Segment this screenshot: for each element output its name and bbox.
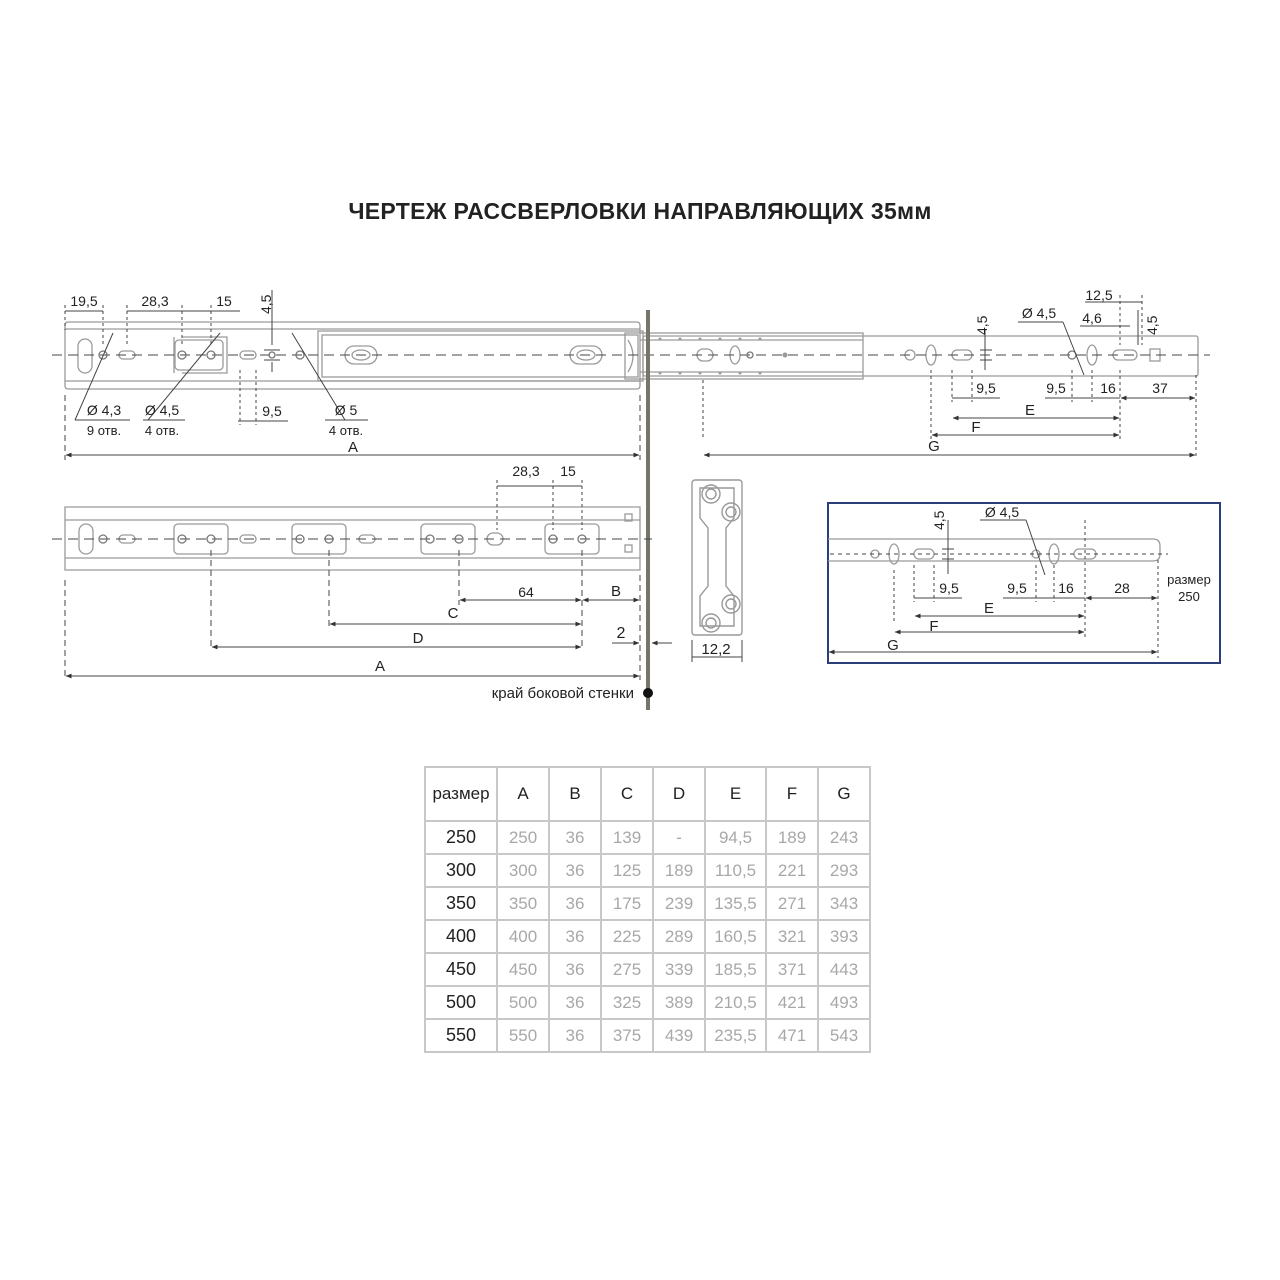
wall-edge-label: край боковой стенки	[491, 685, 634, 702]
table-cell: 221	[766, 854, 818, 887]
table-cell: 393	[818, 920, 870, 953]
table-row	[425, 953, 870, 986]
table-cell: 36	[549, 953, 601, 986]
dim-16-right: 16	[1100, 380, 1116, 396]
table-cell: 125	[601, 854, 653, 887]
table-cell: 343	[818, 887, 870, 920]
dim-37: 37	[1152, 380, 1168, 396]
table-header-row	[425, 767, 870, 821]
table-cell: 271	[766, 887, 818, 920]
table-cell: 135,5	[705, 887, 766, 920]
inset-rail-view	[828, 539, 1160, 564]
table-cell: 139	[601, 821, 653, 854]
table-cell: 389	[653, 986, 705, 1019]
inset-size-label: размер	[1167, 572, 1211, 587]
profile-width: 12,2	[701, 641, 731, 658]
dim-9-5-right-a: 9,5	[976, 380, 996, 396]
hole-count-4: 4 отв.	[144, 423, 180, 438]
table-cell: 293	[818, 854, 870, 887]
table-cell: 471	[766, 1019, 818, 1052]
dim-64: 64	[518, 584, 534, 600]
table-cell: 371	[766, 953, 818, 986]
table-cell: 275	[601, 953, 653, 986]
top-rail-rivets	[659, 338, 788, 375]
letter-g-top: G	[928, 438, 940, 455]
inset-dim-9-5-a: 9,5	[939, 580, 959, 596]
dim-4-5-right: 4,5	[1144, 315, 1160, 335]
inset-dim-4-5: 4,5	[931, 510, 947, 530]
dim-19-5: 19,5	[70, 293, 98, 309]
hole-dia-5: Ø 5	[334, 402, 358, 418]
bottom-dimensions	[65, 480, 672, 680]
rail-profile-view	[692, 480, 742, 635]
hole-count-4b: 4 отв.	[328, 423, 364, 438]
table-cell-size: 450	[425, 953, 497, 986]
header-a: A	[497, 767, 549, 821]
table-cell-size: 250	[425, 821, 497, 854]
table-cell: 350	[497, 887, 549, 920]
table-cell: 543	[818, 1019, 870, 1052]
table-cell: 243	[818, 821, 870, 854]
letter-a-bottom: A	[374, 658, 386, 675]
table-cell: 36	[549, 1019, 601, 1052]
table-cell: 493	[818, 986, 870, 1019]
table-row	[425, 821, 870, 854]
table-cell: 400	[497, 920, 549, 953]
letter-a-top: A	[347, 439, 359, 456]
table-cell: 36	[549, 821, 601, 854]
table-row	[425, 887, 870, 920]
table-cell: 550	[497, 1019, 549, 1052]
dim-4-5-vertical: 4,5	[258, 294, 274, 314]
table-cell: 375	[601, 1019, 653, 1052]
inset-letter-e: E	[983, 600, 995, 617]
table-row	[425, 920, 870, 953]
table-cell: 110,5	[705, 854, 766, 887]
table-cell: 450	[497, 953, 549, 986]
hole-dia-4-3: Ø 4,3	[86, 402, 122, 418]
hole-count-9: 9 отв.	[86, 423, 122, 438]
table-cell: 339	[653, 953, 705, 986]
dimensions-table	[424, 766, 871, 1053]
table-cell: 94,5	[705, 821, 766, 854]
dim-9-5-right-b: 9,5	[1046, 380, 1066, 396]
header-g: G	[818, 767, 870, 821]
table-cell: 500	[497, 986, 549, 1019]
inset-hole-dia: Ø 4,5	[984, 504, 1020, 520]
table-cell: 421	[766, 986, 818, 1019]
table-cell: 250	[497, 821, 549, 854]
table-cell: 300	[497, 854, 549, 887]
header-b: B	[549, 767, 601, 821]
header-size: размер	[425, 767, 497, 821]
hole-dia-right: Ø 4,5	[1021, 305, 1057, 321]
inset-letter-f: F	[929, 618, 939, 635]
dim-28-3-bottom: 28,3	[512, 463, 540, 479]
table-cell: 36	[549, 854, 601, 887]
table-cell: 235,5	[705, 1019, 766, 1052]
table-cell-size: 350	[425, 887, 497, 920]
inset-size-value: 250	[1178, 589, 1200, 604]
table-row	[425, 854, 870, 887]
dim-15: 15	[216, 293, 232, 309]
table-row	[425, 986, 870, 1019]
table-cell: 225	[601, 920, 653, 953]
inset-dim-28: 28	[1114, 580, 1130, 596]
letter-f-top: F	[971, 419, 981, 436]
dim-4-5-mid: 4,5	[974, 315, 990, 335]
wall-edge-marker	[643, 688, 653, 698]
table-cell-size: 300	[425, 854, 497, 887]
table-cell: 321	[766, 920, 818, 953]
dim-4-6: 4,6	[1082, 310, 1102, 326]
table-cell: 210,5	[705, 986, 766, 1019]
inset-dimensions	[829, 520, 1158, 658]
header-c: C	[601, 767, 653, 821]
table-cell: 439	[653, 1019, 705, 1052]
table-cell: 36	[549, 887, 601, 920]
inset-letter-g: G	[887, 637, 899, 654]
table-cell: 175	[601, 887, 653, 920]
table-cell-size: 500	[425, 986, 497, 1019]
page-title: ЧЕРТЕЖ РАССВЕРЛОВКИ НАПРАВЛЯЮЩИХ 35мм	[348, 198, 932, 224]
table-cell: 239	[653, 887, 705, 920]
table-cell: 325	[601, 986, 653, 1019]
table-cell-size: 550	[425, 1019, 497, 1052]
header-e: E	[705, 767, 766, 821]
table-row	[425, 1019, 870, 1052]
table-cell: 160,5	[705, 920, 766, 953]
letter-d: D	[412, 630, 424, 647]
letter-c: C	[447, 605, 459, 622]
table-cell: 289	[653, 920, 705, 953]
table-cell: 443	[818, 953, 870, 986]
dim-15-bottom: 15	[560, 463, 576, 479]
header-d: D	[653, 767, 705, 821]
letter-e-top: E	[1024, 402, 1036, 419]
gap-2: 2	[616, 625, 626, 642]
table-cell: 189	[766, 821, 818, 854]
inset-dim-9-5-b: 9,5	[1007, 580, 1027, 596]
dim-28-3: 28,3	[141, 293, 169, 309]
dim-9-5: 9,5	[262, 403, 282, 419]
table-cell: -	[653, 821, 705, 854]
table-cell-size: 400	[425, 920, 497, 953]
table-cell: 185,5	[705, 953, 766, 986]
table-cell: 36	[549, 920, 601, 953]
table-cell: 189	[653, 854, 705, 887]
inset-dim-16: 16	[1058, 580, 1074, 596]
table-cell: 36	[549, 986, 601, 1019]
header-f: F	[766, 767, 818, 821]
letter-b: B	[610, 583, 622, 600]
hole-dia-4-5: Ø 4,5	[144, 402, 180, 418]
dim-12-5: 12,5	[1085, 287, 1113, 303]
